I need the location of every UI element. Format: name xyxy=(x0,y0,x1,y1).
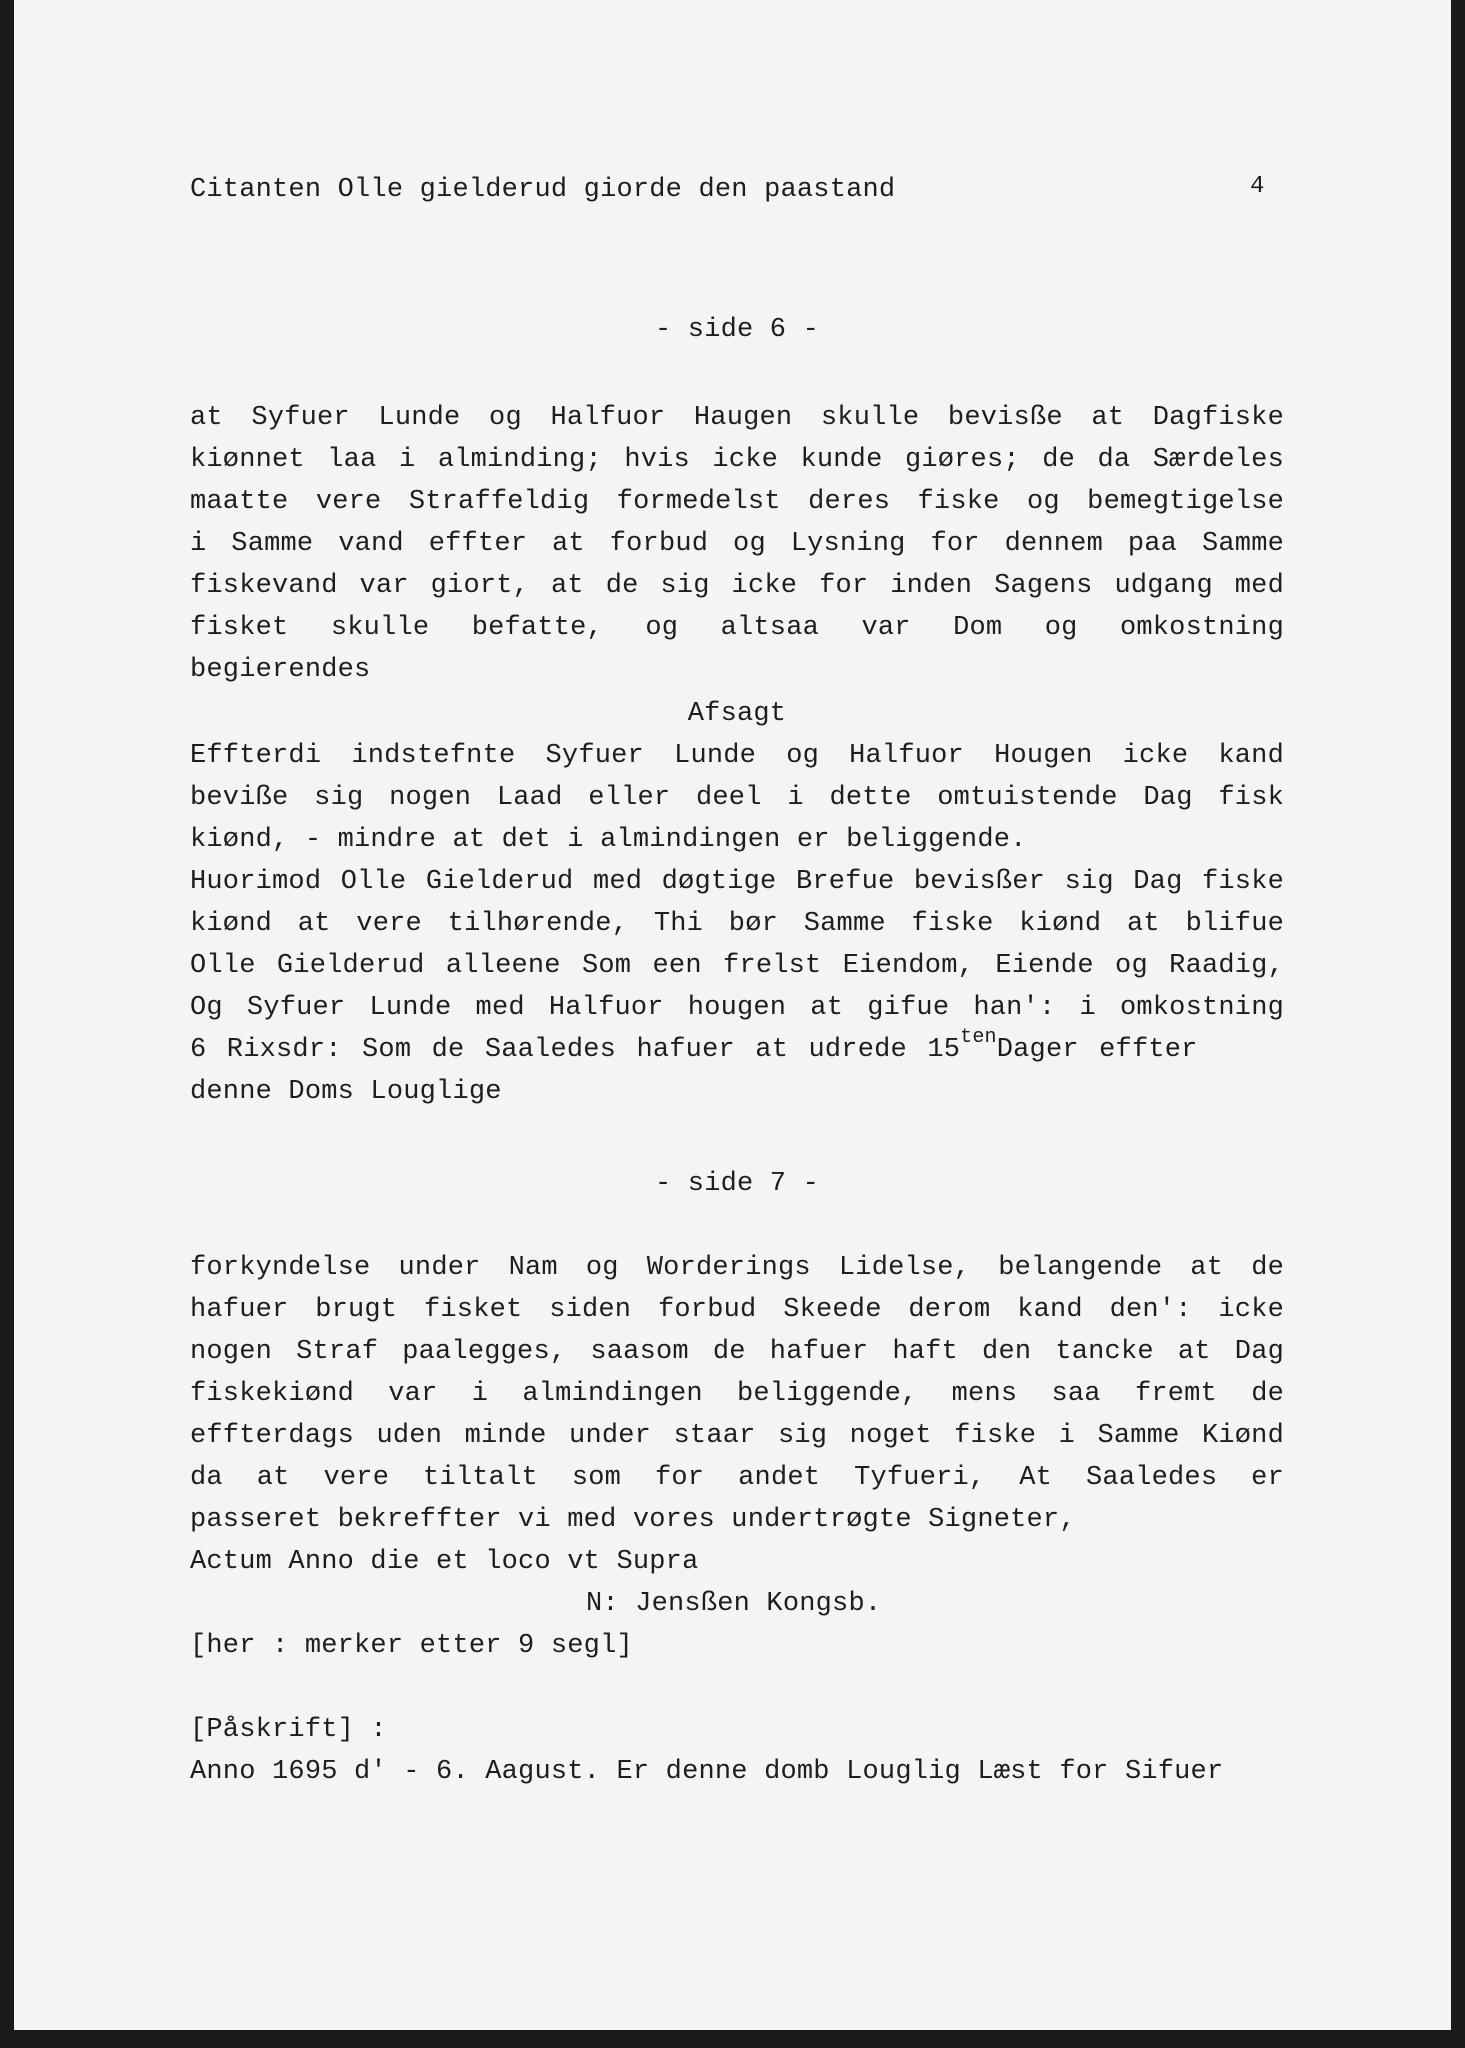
text-line: fiskevand var giort, at de sig icke for inden Sagens udgang med xyxy=(190,571,1284,601)
section-marker: - side 6 - xyxy=(654,315,820,345)
superscript-ten: ten xyxy=(960,1026,997,1049)
text-line: kiønd, - mindre at det i almindingen er beliggende. xyxy=(190,825,1027,855)
text-line: forkyndelse under Nam og Worderings Lidelse, belangende at de xyxy=(190,1253,1284,1283)
text-line: Olle Gielderud alleene Som een frelst Eiendom, Eiende og Raadig, xyxy=(190,951,1284,981)
document-page xyxy=(14,0,1451,2030)
text-line: Anno 1695 d' - 6. Aagust. Er denne domb Louglig Læst for Sifuer xyxy=(190,1757,1224,1787)
text-line-superscript xyxy=(190,1026,1284,1068)
text-line: nogen Straf paalegges, saasom de hafuer haft den tancke at Dag xyxy=(190,1337,1284,1367)
text-segment: 6 Rixsdr: Som de Saaledes hafuer at udrede 15 xyxy=(190,1035,961,1065)
text-line: kiønnet laa i alminding; hvis icke kunde giøres; de da Særdeles xyxy=(190,445,1284,475)
editorial-note: [her : merker etter 9 segl] xyxy=(190,1631,633,1661)
section-marker: - side 7 - xyxy=(654,1169,820,1199)
text-line: hafuer brugt fisket siden forbud Skeede derom kand den': icke xyxy=(190,1295,1284,1325)
text-line: beviße sig nogen Laad eller deel i dette omtuistende Dag fisk xyxy=(190,783,1284,813)
text-line: i Samme vand effter at forbud og Lysning for dennem paa Samme xyxy=(190,529,1284,559)
text-line: fiskekiønd var i almindingen beliggende, mens saa fremt de xyxy=(190,1379,1284,1409)
text-line: maatte vere Straffeldig formedelst deres fiske og bemegtigelse xyxy=(190,487,1284,517)
text-line: Citanten Olle gielderud giorde den paastand xyxy=(190,175,896,205)
text-line: Effterdi indstefnte Syfuer Lunde og Halfuor Hougen icke kand xyxy=(190,741,1284,771)
text-line: effterdags uden minde under staar sig noget fiske i Samme Kiønd xyxy=(190,1421,1284,1451)
text-line: denne Doms Louglige xyxy=(190,1077,502,1107)
endorsement-heading: [Påskrift] : xyxy=(190,1715,387,1745)
text-line: Actum Anno die et loco vt Supra xyxy=(190,1547,699,1577)
text-line: Huorimod Olle Gielderud med døgtige Brefue bevisßer sig Dag fiske xyxy=(190,867,1284,897)
signature-line: N: Jensßen Kongsb. xyxy=(586,1589,882,1619)
text-segment: Dager effter xyxy=(996,1035,1198,1065)
text-line: at Syfuer Lunde og Halfuor Haugen skulle bevisße at Dagfiske xyxy=(190,403,1284,433)
verdict-heading: Afsagt xyxy=(687,699,787,729)
text-line: begierendes xyxy=(190,655,371,685)
text-line: passeret bekreffter vi med vores undertrøgte Signeter, xyxy=(190,1505,1076,1535)
text-line: Og Syfuer Lunde med Halfuor hougen at gifue han': i omkostning xyxy=(190,993,1284,1023)
text-line: kiønd at vere tilhørende, Thi bør Samme fiske kiønd at blifue xyxy=(190,909,1284,939)
text-line: fisket skulle befatte, og altsaa var Dom og omkostning xyxy=(190,613,1284,643)
text-line: da at vere tiltalt som for andet Tyfueri, At Saaledes er xyxy=(190,1463,1284,1493)
page-number: 4 xyxy=(1250,173,1265,200)
